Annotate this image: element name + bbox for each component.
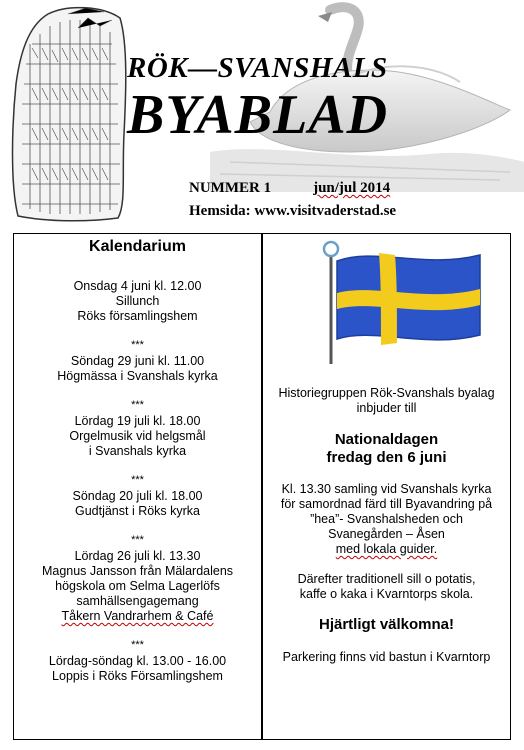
calendar-entry: [14, 414, 261, 459]
entry-event: samhällsengagemang: [76, 594, 199, 608]
entry-date: Söndag 29 juni kl. 11.00: [70, 354, 205, 368]
event-details: [263, 482, 510, 557]
entry-place: Röks församlingshem: [77, 309, 198, 323]
entry-date: Lördag 19 juli kl. 18.00: [74, 414, 201, 428]
intro-line: [263, 386, 510, 401]
after-line: kaffe o kaka i Kvarntorps skola.: [299, 587, 474, 601]
after-program: [263, 572, 510, 602]
calendar-entry: [14, 354, 261, 384]
separator: ***: [131, 474, 144, 486]
intro-text: Historiegruppen Rök-Svanshals byalag: [278, 386, 495, 400]
entry-place: Tåkern Vandrarhem & Café: [61, 609, 214, 623]
runestone-icon: [8, 4, 130, 222]
entry-event: Sillunch: [115, 294, 160, 308]
entry-event: Orgelmusik vid helgsmål: [69, 429, 206, 443]
details-line: Svanegården – Åsen: [328, 527, 445, 541]
masthead: [0, 0, 524, 228]
swedish-flag-icon: [315, 239, 485, 364]
intro-line: inbjuder till: [356, 401, 417, 415]
event-title-date: fredag den 6 juni: [326, 449, 447, 466]
welcome-heading: Hjärtligt välkomna!: [318, 616, 455, 633]
calendar-entry: [14, 654, 261, 684]
masthead-title-line2: BYABLAD: [127, 84, 389, 146]
separator: ***: [131, 534, 144, 546]
entry-event: Gudtjänst i Röks kyrka: [74, 504, 201, 518]
entry-date: Söndag 20 juli kl. 18.00: [72, 489, 203, 503]
issue-line: [189, 180, 390, 197]
issue-number: NUMMER 1: [189, 180, 272, 196]
details-line: med lokala guider.: [335, 542, 438, 556]
details-line: Kl. 13.30 samling vid Svanshals kyrka: [281, 482, 492, 496]
content-frame: [13, 233, 511, 740]
entry-event: Högmässa i Svanshals kyrka: [57, 369, 218, 383]
details-line: ”hea”- Svanshalsheden och: [310, 512, 463, 526]
calendar-heading: Kalendarium: [89, 238, 186, 255]
entry-event: Magnus Jansson från Mälardalens: [41, 564, 234, 578]
entry-date: Lördag-söndag kl. 13.00 - 16.00: [48, 654, 227, 668]
separator: ***: [131, 339, 144, 351]
calendar-entry: [14, 549, 261, 624]
details-line: för samordnad färd till Byavandring på: [280, 497, 493, 511]
homepage-link[interactable]: Hemsida: www.visitvaderstad.se: [189, 203, 397, 219]
calendar-entry: [14, 489, 261, 519]
event-title-line: Nationaldagen: [334, 431, 439, 448]
entry-event: Loppis i Röks Församlingshem: [52, 669, 223, 683]
entry-date: Lördag 26 juli kl. 13.30: [74, 549, 201, 563]
separator: ***: [131, 399, 144, 411]
parking-note: Parkering finns vid bastun i Kvarntorp: [282, 650, 491, 664]
invitation-intro: [263, 386, 510, 416]
issue-date: jun/jul 2014: [313, 180, 391, 196]
entry-place: i Svanshals kyrka: [88, 444, 187, 458]
entry-event: högskola om Selma Lagerlöfs: [55, 579, 220, 593]
after-line: Därefter traditionell sill o potatis,: [297, 572, 476, 586]
entry-date: Onsdag 4 juni kl. 12.00: [73, 279, 202, 293]
masthead-title-line1: RÖK—SVANSHALS: [127, 52, 388, 84]
event-title: [263, 431, 510, 467]
calendar-entry: [14, 279, 261, 324]
separator: ***: [131, 639, 144, 651]
